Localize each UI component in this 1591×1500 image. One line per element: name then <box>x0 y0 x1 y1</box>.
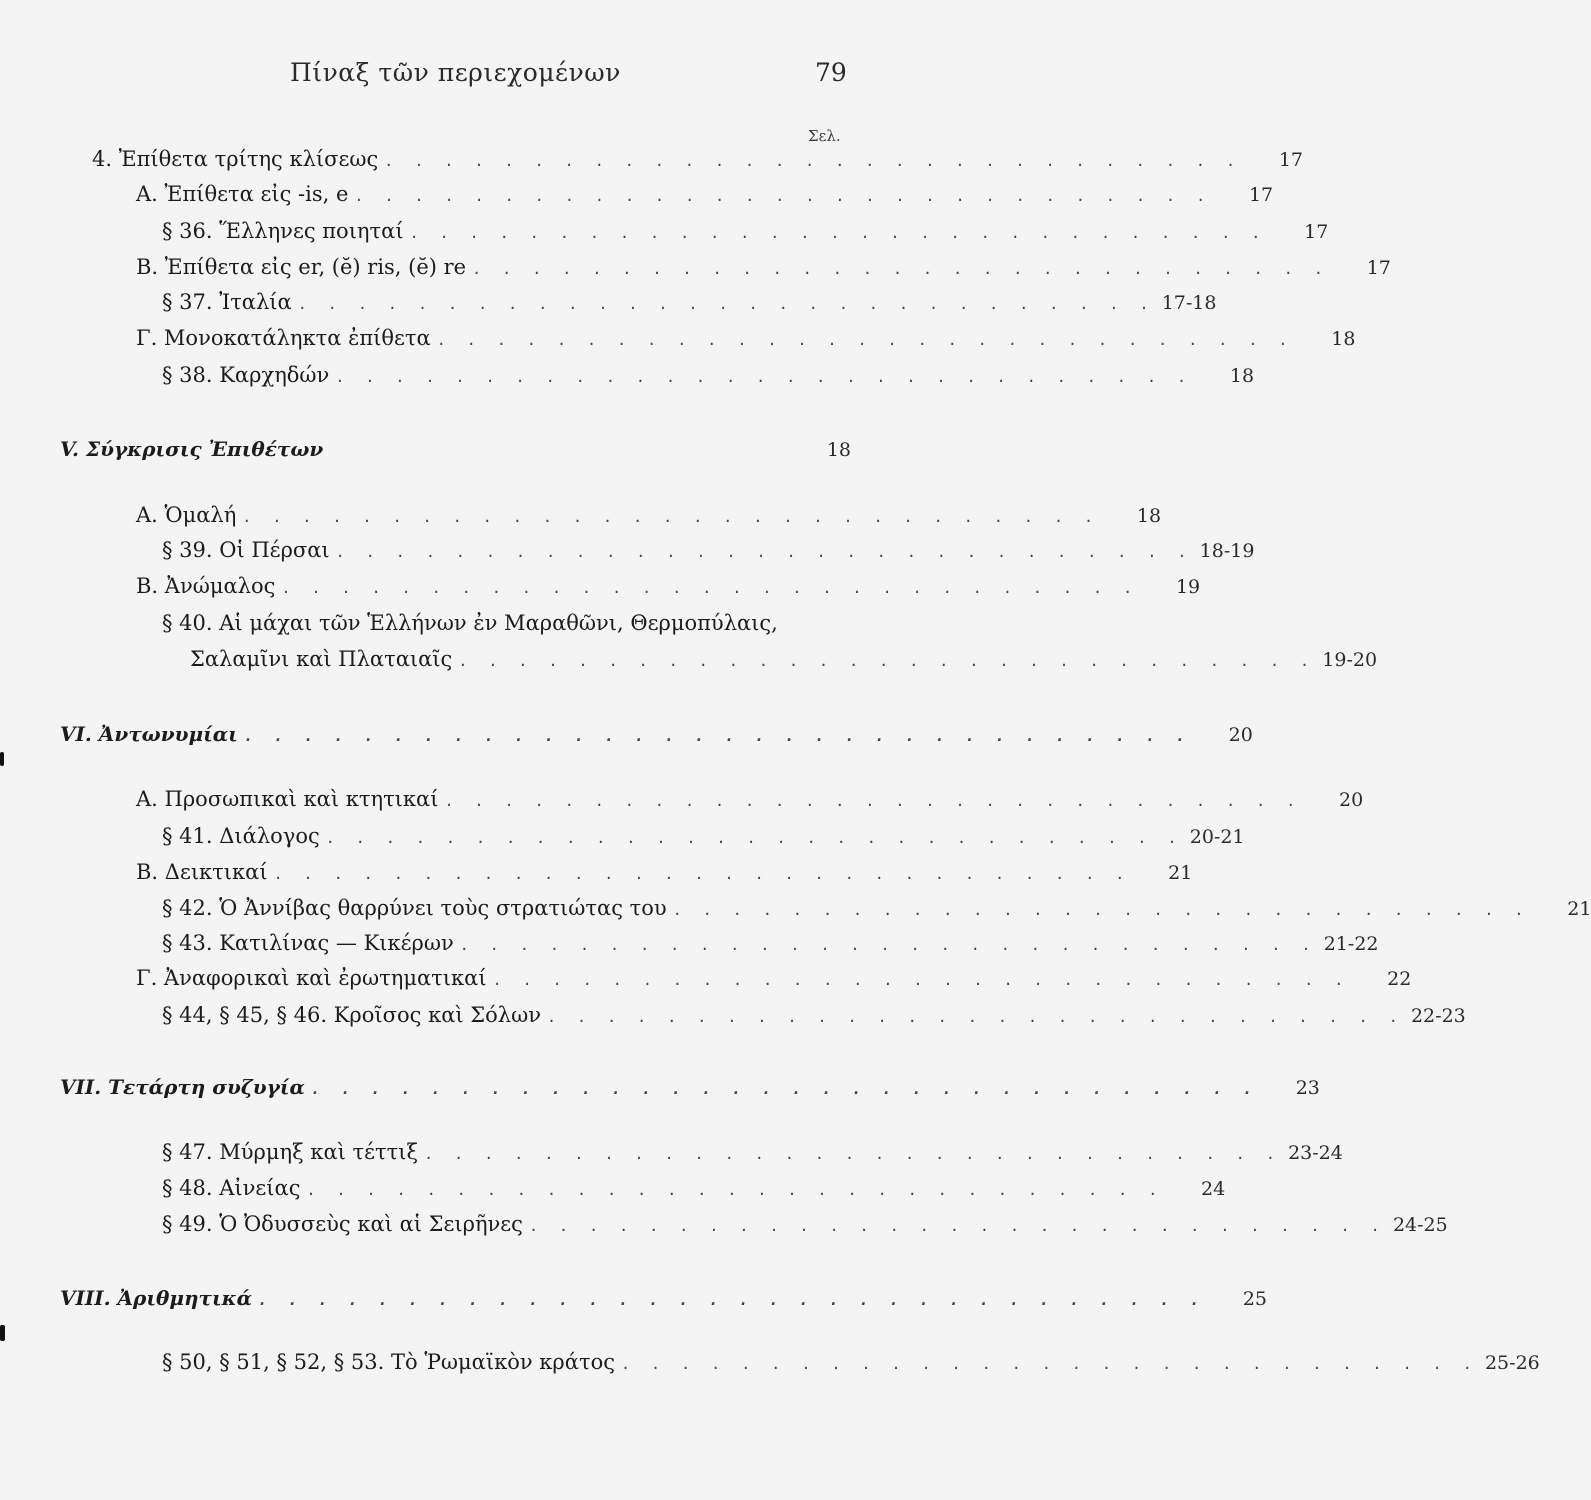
toc-entry <box>136 503 1162 535</box>
toc-chapter-text: VII. Τετάρτη συζυγία <box>60 1075 305 1099</box>
leader-dots: . . . . . . . . . . . . . . . . . . . . . . . . . . . . . <box>273 865 1131 883</box>
leader-dots: . . . . . . . . . . . . . . . . . . . . . . . . . . . . . <box>458 652 1316 670</box>
leader-dots: . . . . . . . . . . . . . . . . . . . . . . . . . . . . . <box>472 260 1329 278</box>
page-title: Πίναξ τῶν περιεχομένων <box>290 58 621 87</box>
leader-dots: . . . . . . . . . . . . . . . . . . . . . . . . . . . . . <box>384 152 1242 170</box>
toc-entry-page: 23 <box>1295 1077 1320 1099</box>
toc-chapter-text: V. Σύγκρισις Ἐπιθέτων <box>60 437 324 461</box>
toc-chapter-text: VIII. Ἀριθμητικά <box>60 1286 253 1310</box>
toc-entry-page: 17-18 <box>1161 292 1217 314</box>
toc-entry-page: 23-24 <box>1288 1142 1343 1164</box>
toc-entry <box>92 147 1304 179</box>
toc-entry-page: 18 <box>1229 365 1255 387</box>
toc-entry-text: Α. Ἐπίθετα εἰς -is, e <box>136 182 349 206</box>
toc-entry-text: § 44, § 45, § 46. Κροῖσος καὶ Σόλων <box>162 1003 541 1027</box>
toc-entry <box>162 1350 1540 1382</box>
toc-entry-page: 19-20 <box>1322 649 1378 671</box>
leader-dots: . . . . . . . . . . . . . . . . . . . . . . . . . . . . . . . . <box>310 1080 1258 1098</box>
toc-entry-text: § 47. Μύρμηξ καὶ τέττιξ <box>162 1140 419 1164</box>
leader-dots: . . . . . . . . . . . . . . . . . . . . . . . . . . . . . <box>546 1008 1404 1026</box>
toc-entry-text: § 40. Αἱ μάχαι τῶν Ἑλλήνων ἐν Μαραθῶνι, Θερμοπύλαις, <box>162 611 778 635</box>
toc-chapter-text: VI. Ἀντωνυμίαι <box>60 722 238 746</box>
toc-entry <box>190 647 1378 679</box>
leader-dots: . . . . . . . . . . . . . . . . . . . . . . . . . . . . . <box>424 1145 1281 1163</box>
leader-dots: . . . . . . . . . . . . . . . . . . . . . . . . . . . . . <box>409 224 1267 242</box>
toc-entry-page: 21-22 <box>1323 933 1379 955</box>
toc-entry-text: § 36. Ἕλληνες ποιηταί <box>162 219 404 243</box>
toc-entry-page: 25-26 <box>1484 1352 1540 1374</box>
toc-entry <box>136 860 1193 892</box>
leader-dots: . . . . . . . . . . . . . . . . . . . . . . . . . . . . . <box>335 368 1193 386</box>
toc-entry <box>136 574 1201 606</box>
toc-entry-text: § 42. Ὁ Ἀννίβας θαρρύνει τοὺς στρατιώτας του <box>162 896 667 920</box>
toc-entry <box>162 1212 1448 1244</box>
toc-entry-text: Γ. Μονοκατάληκτα ἐπίθετα <box>136 326 431 350</box>
toc-entry-page: 24-25 <box>1392 1214 1448 1236</box>
toc-entry-text: Γ. Ἀναφορικαὶ καὶ ἐρωτηματικαί <box>136 966 487 990</box>
toc-chapter <box>60 1075 1320 1107</box>
toc-entry-text: § 48. Αἰνείας <box>162 1176 301 1200</box>
leader-dots: . . . . . . . . . . . . . . . . . . . . . . . . . . . . . <box>620 1355 1478 1373</box>
toc-entry <box>162 1140 1343 1172</box>
toc-entry-text: Β. Δεικτικαί <box>136 860 268 884</box>
leader-dots: . . . . . . . . . . . . . . . . . . . . . . . . . . . . . <box>672 901 1530 919</box>
toc-entry-text: Σαλαμῖνι καὶ Πλαταιαῖς <box>190 647 453 671</box>
leader-dots: . . . . . . . . . . . . . . . . . . . . . . . . . . . . . <box>325 829 1183 847</box>
toc-entry-text: § 38. Καρχηδών <box>162 363 330 387</box>
toc-entry-page: 18-19 <box>1199 540 1255 562</box>
toc-entry-text: § 50, § 51, § 52, § 53. Τὸ Ῥωμαϊκὸν κράτος <box>162 1350 615 1374</box>
leader-dots: . . . . . . . . . . . . . . . . . . . . . . . . . . . . . <box>354 187 1212 205</box>
toc-entry <box>162 538 1255 570</box>
toc-entry <box>136 182 1274 214</box>
page-column-label: Σελ. <box>808 127 841 145</box>
toc-entry-page: 20 <box>1228 724 1253 746</box>
toc-entry <box>162 931 1379 963</box>
toc-entry-text: Α. Προσωπικαὶ καὶ κτητικαί <box>136 787 439 811</box>
toc-entry <box>162 824 1245 856</box>
toc-entry-page: 25 <box>1242 1288 1267 1310</box>
toc-entry-page: 22-23 <box>1410 1005 1466 1027</box>
toc-entry <box>136 966 1412 998</box>
toc-entry-page: 19 <box>1175 576 1201 598</box>
toc-entry-text: Α. Ὁμαλή <box>136 503 237 527</box>
toc-entry <box>162 1003 1466 1035</box>
toc-entry-page: 22 <box>1387 968 1412 990</box>
toc-entry-page: 21 <box>1567 898 1591 920</box>
toc-entry <box>136 326 1356 358</box>
toc-entry-page: 17 <box>1278 149 1304 171</box>
leader-dots: . . . . . . . . . . . . . . . . . . . . . . . . . . . . . <box>528 1217 1386 1235</box>
leader-dots: . . . . . . . . . . . . . . . . . . . . . . . . . . . . . <box>436 331 1294 349</box>
leader-dots: . . . . . . . . . . . . . . . . . . . . . . . . . . . . . <box>281 579 1139 597</box>
toc-entry <box>162 290 1217 322</box>
toc-entry-page: 20 <box>1339 789 1364 811</box>
toc-entry-page: 21 <box>1168 862 1193 884</box>
leader-dots: . . . . . . . . . . . . . . . . . . . . . . . . . . . . . <box>335 543 1193 561</box>
toc-entry-page: 24 <box>1201 1178 1226 1200</box>
toc-chapter <box>60 1286 1267 1318</box>
toc-entry-page: 18 <box>1331 328 1356 350</box>
toc-entry-page: 17 <box>1366 257 1391 279</box>
toc-entry <box>136 787 1364 819</box>
toc-chapter <box>60 437 851 469</box>
scan-mark <box>0 1325 5 1341</box>
toc-entry-text: § 37. Ἰταλία <box>162 290 292 314</box>
toc-entry-text: § 43. Κατιλίνας — Κικέρων <box>162 931 454 955</box>
toc-entry-text: Β. Ἐπίθετα εἰς er, (ĕ) ris, (ĕ) re <box>136 255 467 279</box>
leader-dots: . . . . . . . . . . . . . . . . . . . . . . . . . . . . . <box>459 936 1317 954</box>
toc-entry <box>162 363 1255 395</box>
leader-dots: . . . . . . . . . . . . . . . . . . . . . . . . . . . . . . . . <box>258 1291 1205 1309</box>
page-number: 79 <box>815 58 847 87</box>
toc-entry-page: 17 <box>1248 184 1274 206</box>
toc-entry <box>162 896 1591 928</box>
toc-entry <box>162 1176 1226 1208</box>
toc-entry-page: 17 <box>1304 221 1329 243</box>
leader-dots: . . . . . . . . . . . . . . . . . . . . . . . . . . . . . <box>492 971 1350 989</box>
leader-dots: . . . . . . . . . . . . . . . . . . . . . . . . . . . . . . . . <box>243 727 1191 745</box>
toc-entry <box>162 219 1329 251</box>
leader-dots: . . . . . . . . . . . . . . . . . . . . . . . . . . . . . <box>242 508 1100 526</box>
toc-entry-text: § 39. Οἱ Πέρσαι <box>162 538 330 562</box>
toc-entry-text: 4. Ἐπίθετα τρίτης κλίσεως <box>92 147 379 171</box>
toc-entry-text: Β. Ἀνώμαλος <box>136 574 276 598</box>
toc-entry-page: 18 <box>1136 505 1162 527</box>
toc-entry-text: § 41. Διάλογος <box>162 824 320 848</box>
leader-dots: . . . . . . . . . . . . . . . . . . . . . . . . . . . . . <box>297 295 1155 313</box>
toc-entry-page: 20-21 <box>1189 826 1245 848</box>
leader-dots: . . . . . . . . . . . . . . . . . . . . . . . . . . . . . <box>306 1181 1164 1199</box>
leader-dots: . . . . . . . . . . . . . . . . . . . . . . . . . . . . . <box>444 792 1302 810</box>
toc-entry-page: 18 <box>826 439 851 461</box>
scan-mark <box>0 752 4 766</box>
toc-entry <box>136 255 1391 287</box>
toc-chapter <box>60 722 1253 754</box>
toc-entry-text: § 49. Ὁ Ὀδυσσεὺς καὶ αἱ Σειρῆνες <box>162 1212 523 1236</box>
